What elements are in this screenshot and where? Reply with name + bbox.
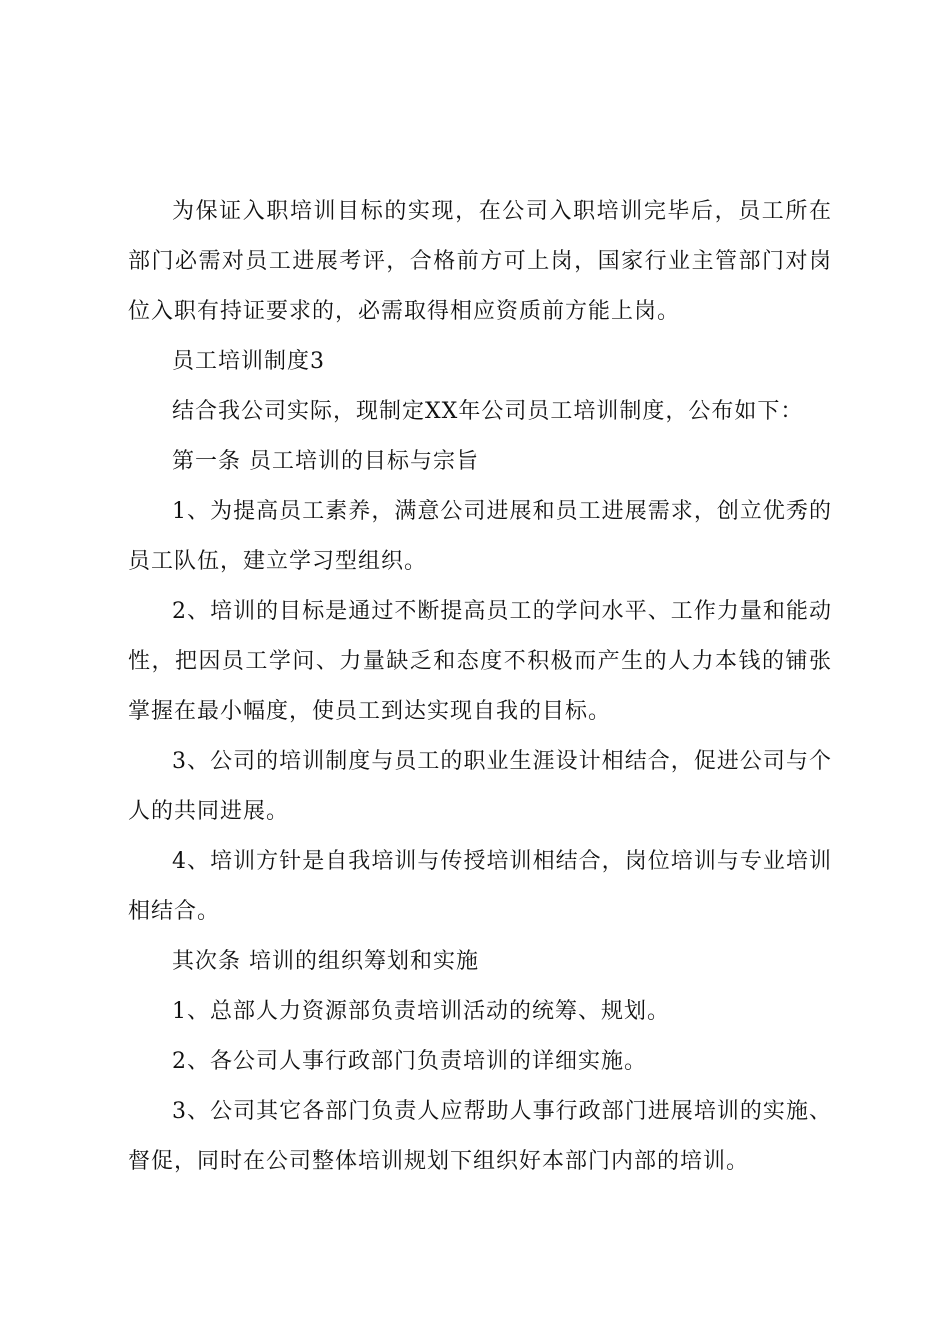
article-2-item-3: 3、公司其它各部门负责人应帮助人事行政部门进展培训的实施、督促，同时在公司整体培训规划下组织好本部门内部的培训。 <box>128 1099 832 1174</box>
document-body <box>128 187 832 1187</box>
article-1-item-2: 2、培训的目标是通过不断提高员工的学问水平、工作力量和能动性，把因员工学问、力量缺乏和态度不积极而产生的人力本钱的铺张掌握在最小幅度，使员工到达实现自我的目标。 <box>128 599 832 724</box>
article-1-item-1: 1、为提高员工素养，满意公司进展和员工进展需求，创立优秀的员工队伍，建立学习型组织。 <box>128 499 832 574</box>
article-2-heading: 其次条 培训的组织筹划和实施 <box>172 949 479 974</box>
article-2-item-1: 1、总部人力资源部负责培训活动的统筹、规划。 <box>172 999 670 1024</box>
article-1-item-4: 4、培训方针是自我培训与传授培训相结合，岗位培训与专业培训相结合。 <box>128 849 832 924</box>
paragraph-assessment: 为保证入职培训目标的实现，在公司入职培训完毕后，员工所在部门必需对员工进展考评，合格前方可上岗，国家行业主管部门对岗位入职有持证要求的，必需取得相应资质前方能上岗。 <box>128 199 832 324</box>
paragraph-intro: 结合我公司实际，现制定XX年公司员工培训制度，公布如下： <box>172 399 804 424</box>
article-1-item-3: 3、公司的培训制度与员工的职业生涯设计相结合，促进公司与个人的共同进展。 <box>128 749 832 824</box>
article-2-item-2: 2、各公司人事行政部门负责培训的详细实施。 <box>172 1049 647 1074</box>
section-title-training-system-3: 员工培训制度3 <box>172 349 325 374</box>
article-1-heading: 第一条 员工培训的目标与宗旨 <box>172 449 479 474</box>
